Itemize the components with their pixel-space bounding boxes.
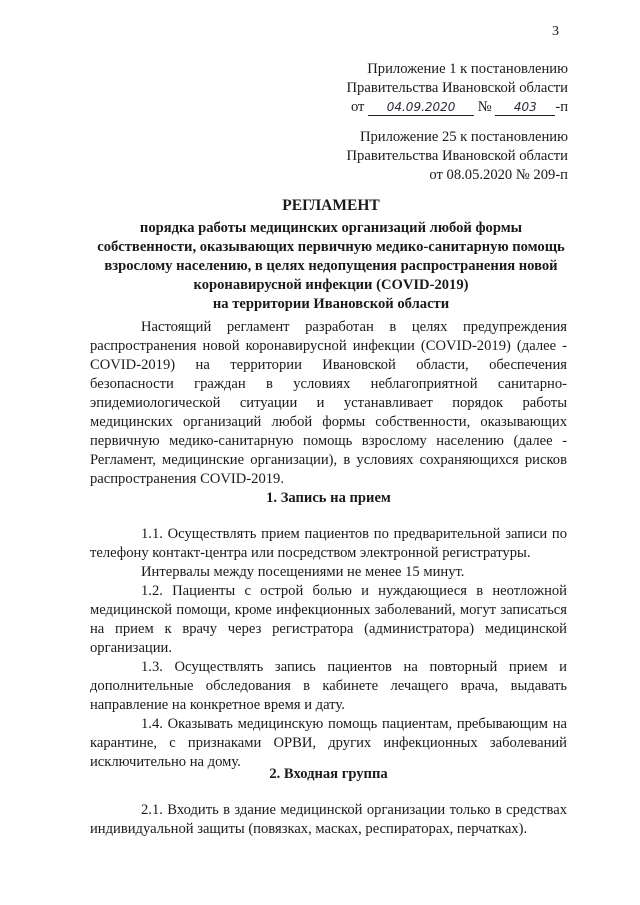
number-label: № xyxy=(477,99,492,115)
section-1-body xyxy=(90,525,567,772)
appendix-25-line-1: Приложение 25 к постановлению xyxy=(359,129,568,145)
title-heading: РЕГЛАМЕНТ xyxy=(282,197,380,214)
appendix-1-date-line xyxy=(347,98,568,117)
intro-paragraph: Настоящий регламент разработан в целях предупреждения распространения новой коронавирусной инфекции (COVID-2019) (далее - COVID-2019) на территории Ивановской области, обеспечения безопасности граждан в условиях неблагоприятной санитарно-эпидемиологической ситуации и устанавливает порядок работы медицинских организаций любой формы собственности, оказывающих первичную медико-санитарную помощь взрослому населению (далее - Регламент, медицинские организации), в условиях сохраняющихся рисков распространения COVID-2019. xyxy=(90,319,567,487)
page-number: 3 xyxy=(552,24,559,39)
appendix-25-line-2: Правительства Ивановской области xyxy=(346,148,568,164)
section-2-heading-wrap xyxy=(90,765,567,784)
title-line: на территории Ивановской области xyxy=(212,296,450,312)
appendix-1-line-2: Правительства Ивановской области xyxy=(346,80,568,96)
handwritten-number: 403 xyxy=(495,100,555,116)
title-line: взрослому населению, в целях недопущения распространения новой xyxy=(104,258,558,274)
paragraph-2-1: 2.1. Входить в здание медицинской организации только в средствах индивидуальной защиты (повязках, масках, респираторах, перчатках). xyxy=(90,802,567,837)
document-title xyxy=(92,196,570,314)
section-1-heading: 1. Запись на прием xyxy=(266,490,391,506)
appendix-25-line-3: от 08.05.2020 № 209-п xyxy=(429,167,568,183)
appendix-25-header xyxy=(347,128,568,185)
paragraph-1-3: 1.3. Осуществлять запись пациентов на повторный прием и дополнительные обследования в кабинете лечащего врача, выдавать направление на конкретное время и дату. xyxy=(90,659,567,713)
paragraph-1-4: 1.4. Оказывать медицинскую помощь пациентам, пребывающим на карантине, с признаками ОРВИ, других инфекционных заболеваний исключительно на дому. xyxy=(90,716,567,770)
intro-section xyxy=(90,318,567,489)
paragraph-intervals: Интервалы между посещениями не менее 15 минут. xyxy=(141,564,465,580)
number-suffix: -п xyxy=(555,99,568,115)
handwritten-date: 04.09.2020 xyxy=(368,100,474,116)
paragraph-1-1: 1.1. Осуществлять прием пациентов по предварительной записи по телефону контакт-центра или посредством электронной регистратуры. xyxy=(90,526,567,561)
title-line: коронавирусной инфекции (COVID-2019) xyxy=(193,277,469,293)
appendix-1-line-1: Приложение 1 к постановлению xyxy=(367,61,568,77)
section-2-heading: 2. Входная группа xyxy=(269,766,388,782)
appendix-1-header xyxy=(347,60,568,117)
paragraph-1-2: 1.2. Пациенты с острой болью и нуждающиеся в неотложной медицинской помощи, кроме инфекционных заболеваний, могут записаться на прием к врачу через регистратора (администратора) медицинской организации. xyxy=(90,583,567,656)
from-label: от xyxy=(350,99,365,115)
title-line: порядка работы медицинских организаций любой формы xyxy=(139,220,523,236)
section-1-heading-wrap xyxy=(90,489,567,508)
section-2-body xyxy=(90,801,567,839)
title-line: собственности, оказывающих первичную медико-санитарную помощь xyxy=(97,239,565,255)
